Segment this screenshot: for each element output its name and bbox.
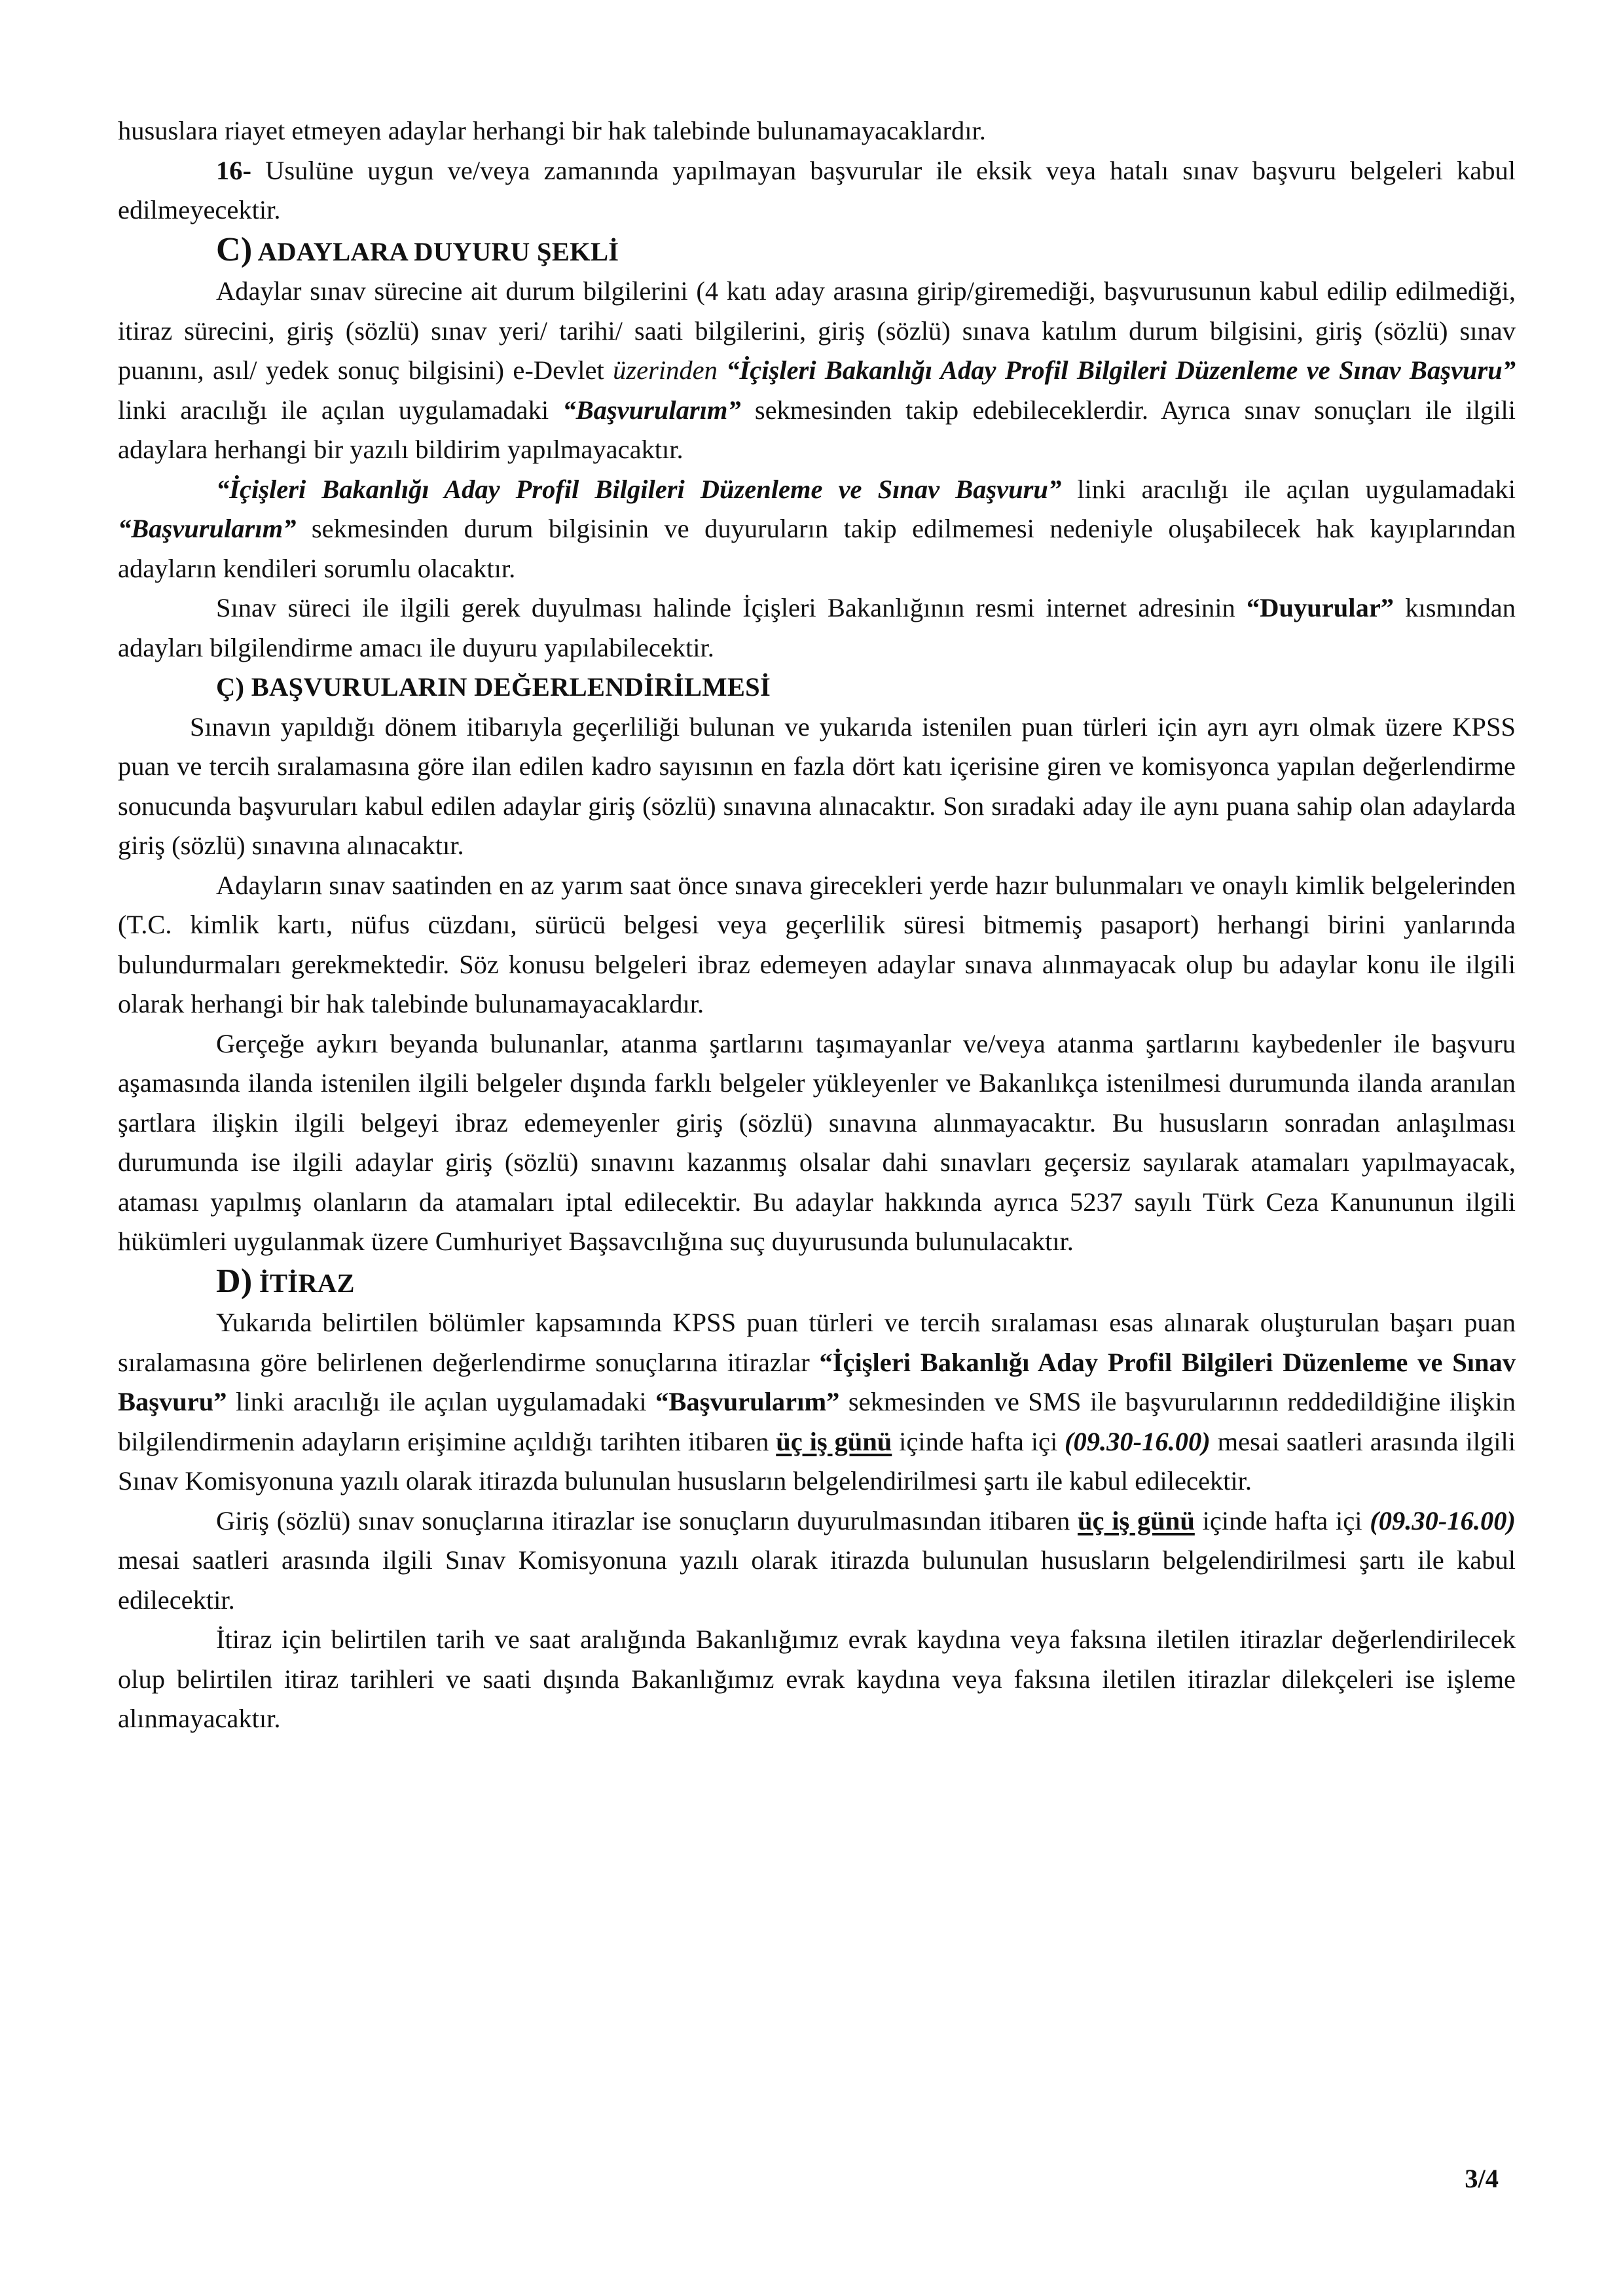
paragraph-d-2: Giriş (sözlü) sınav sonuçlarına itirazlar ise sonuçların duyurulmasından itibaren üç iş günü içinde hafta içi (09.30-16.00) mesai saatleri arasında ilgili Sınav Komisyonuna yazılı olarak itirazda bulunulan hususların belgelendirilmesi şartı ile kabul edilecektir. <box>118 1505 1516 1615</box>
item-number: 16- <box>216 155 251 185</box>
paragraph-cc-1: Sınavın yapıldığı dönem itibarıyla geçerliliği bulunan ve yukarıda istenilen puan türleri için ayrı ayrı olmak üzere KPSS puan ve tercih sıralamasına göre ilan edilen kadro sayısının en fazla dört katı içerisine giren ve komisyonca yapılan değerlendirme sonucunda başvuruları kabul edilen adaylar giriş (sözlü) sınavına alınacaktır. Son sıradaki aday ile aynı puana sahip olan adaylarda giriş (sözlü) sınavına alınacaktır. <box>118 711 1516 860</box>
paragraph-c-2: “İçişleri Bakanlığı Aday Profil Bilgileri Düzenleme ve Sınav Başvuru” linki aracılığı ile açılan uygulamadaki “Başvurularım” sekmesinden durum bilgisinin ve duyuruların takip edilmemesi nedeniyle oluşabilecek hak kayıplarından adayların kendileri sorumlu olacaktır. <box>118 474 1516 583</box>
paragraph-continuation: hususlara riayet etmeyen adaylar herhangi bir hak talebinde bulunamayacaklardır. <box>118 116 986 145</box>
page-number: 3/4 <box>1465 2164 1499 2193</box>
paragraph-d-3: İtiraz için belirtilen tarih ve saat aralığında Bakanlığımız evrak kaydına veya faksına iletilen itirazlar değerlendirilecek olup belirtilen itiraz tarihleri ve saati dışında Bakanlığımız evrak kaydına veya faksına iletilen itirazlar dilekçeleri ise işleme alınmayacaktır. <box>118 1624 1516 1733</box>
paragraph-item-16: 16- Usulüne uygun ve/veya zamanında yapılmayan başvurular ile eksik veya hatalı sınav başvuru belgeleri kabul edilmeyecektir. <box>118 155 1516 224</box>
paragraph-d-1: Yukarıda belirtilen bölümler kapsamında KPSS puan türleri ve tercih sıralaması esas alınarak oluşturulan başarı puan sıralamasına göre belirlenen değerlendirme sonuçlarına itirazlar “İçişleri Bakanlığı Aday Profil Bilgileri Düzenleme ve Sınav Başvuru” linki aracılığı ile açılan uygulamadaki “Başvurularım” sekmesinden ve SMS ile başvurularının reddedildiğine ilişkin bilgilendirmenin adayların erişimine açıldığı tarihten itibaren üç iş günü içinde hafta içi (09.30-16.00) mesai saatleri arasında ilgili Sınav Komisyonuna yazılı olarak itirazda bulunulan hususların belgelendirilmesi şartı ile kabul edilecektir. <box>118 1308 1516 1496</box>
section-heading-c: C) ADAYLARA DUYURU ŞEKLİ <box>216 230 619 268</box>
document-page <box>118 111 1516 1739</box>
paragraph-c-3: Sınav süreci ile ilgili gerek duyulması halinde İçişleri Bakanlığının resmi internet adresinin “Duyurular” kısmından adayları bilgilendirme amacı ile duyuru yapılabilecektir. <box>118 593 1516 662</box>
section-heading-d: D) İTİRAZ <box>216 1262 355 1300</box>
paragraph-cc-3: Gerçeğe aykırı beyanda bulunanlar, atanma şartlarını taşımayanlar ve/veya atanma şartlarını kaybedenler ile başvuru aşamasında ilanda istenilen ilgili belgeler dışında farklı belgeler yükleyenler ve Bakanlıkça istenilmesi durumunda ilanda aranılan şartlara ilişkin ilgili belgeyi ibraz edemeyenler giriş (sözlü) sınavına alınmayacaktır. Bu hususların sonradan anlaşılması durumunda ise ilgili adaylar giriş (sözlü) sınavını kazanmış olsalar dahi sınavları geçersiz sayılarak atamaları yapılmayacak, ataması yapılmış olanların da atamaları iptal edilecektir. Bu adaylar hakkında ayrıca 5237 sayılı Türk Ceza Kanununun ilgili hükümleri uygulanmak üzere Cumhuriyet Başsavcılığına suç duyurusunda bulunulacaktır. <box>118 1028 1516 1256</box>
paragraph-c-1: Adaylar sınav sürecine ait durum bilgilerini (4 katı aday arasına girip/giremediği, başvurusunun kabul edilip edilmediği, itiraz sürecini, giriş (sözlü) sınav yeri/ tarihi/ saati bilgilerini, giriş (sözlü) sınava katılım durum bilgisini, giriş (sözlü) sınav puanını, asıl/ yedek sonuç bilgisini) e-Devlet üzerinden “İçişleri Bakanlığı Aday Profil Bilgileri Düzenleme ve Sınav Başvuru” linki aracılığı ile açılan uygulamadaki “Başvurularım” sekmesinden takip edebileceklerdir. Ayrıca sınav sonuçları ile ilgili adaylara herhangi bir yazılı bildirim yapılmayacaktır. <box>118 276 1516 464</box>
paragraph-cc-2: Adayların sınav saatinden en az yarım saat önce sınava girecekleri yerde hazır bulunmaları ve onaylı kimlik belgelerinden (T.C. kimlik kartı, nüfus cüzdanı, sürücü belgesi veya geçerlilik süresi bitmemiş pasaport) herhangi birini yanlarında bulundurmaları gerekmektedir. Söz konusu belgeleri ibraz edemeyen adaylar sınava alınmayacak olup bu adaylar konu ile ilgili olarak herhangi bir hak talebinde bulunamayacaklardır. <box>118 870 1516 1018</box>
section-heading-cc: Ç) BAŞVURULARIN DEĞERLENDİRİLMESİ <box>216 672 771 702</box>
